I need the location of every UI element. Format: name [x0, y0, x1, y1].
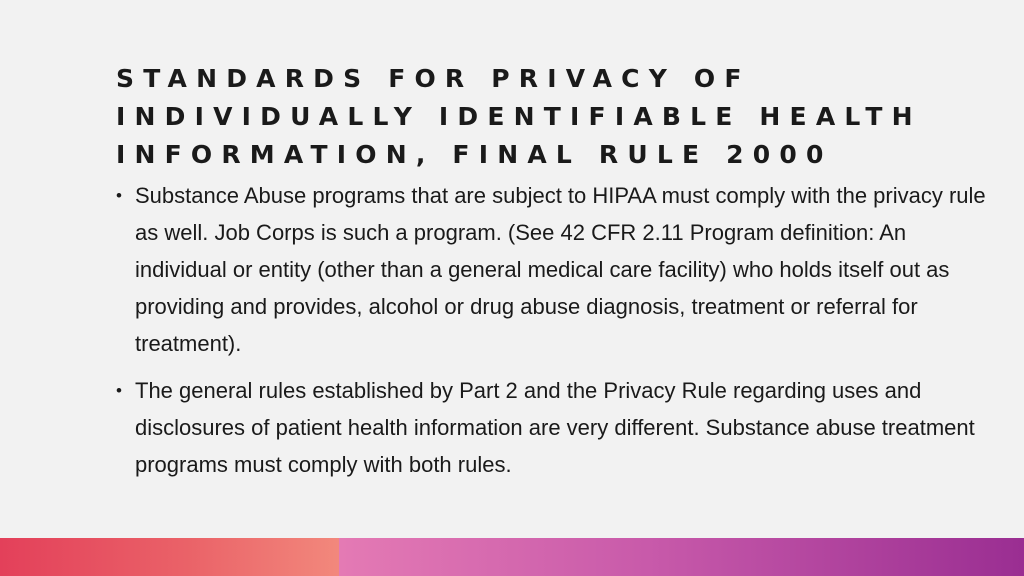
bullet-text: The general rules established by Part 2 and the Privacy Rule regarding uses and disclosures of patient health information are very different. Substance abuse treatment programs must comply with both rules. — [135, 378, 975, 477]
slide-title: STANDARDS FOR PRIVACY OF INDIVIDUALLY IDENTIFIABLE HEALTH INFORMATION, FINAL RULE 2000 — [116, 64, 922, 169]
footer-band-right — [339, 538, 1024, 576]
bullet-mark: • — [116, 381, 122, 400]
bullet-list — [116, 177, 996, 483]
bullet-item — [116, 372, 996, 483]
bullet-text: Substance Abuse programs that are subject to HIPAA must comply with the privacy rule as well. Job Corps is such a program. (See 42 CFR 2.11 Program definition: An individual or entity (other than a general medical care facility) who holds itself out as providing and provides, alcohol or drug abuse diagnosis, treatment or referral for treatment). — [135, 183, 986, 356]
bullet-item — [116, 177, 996, 362]
footer-color-band — [0, 538, 1024, 576]
footer-band-left — [0, 538, 339, 576]
bullet-mark: • — [116, 186, 122, 205]
